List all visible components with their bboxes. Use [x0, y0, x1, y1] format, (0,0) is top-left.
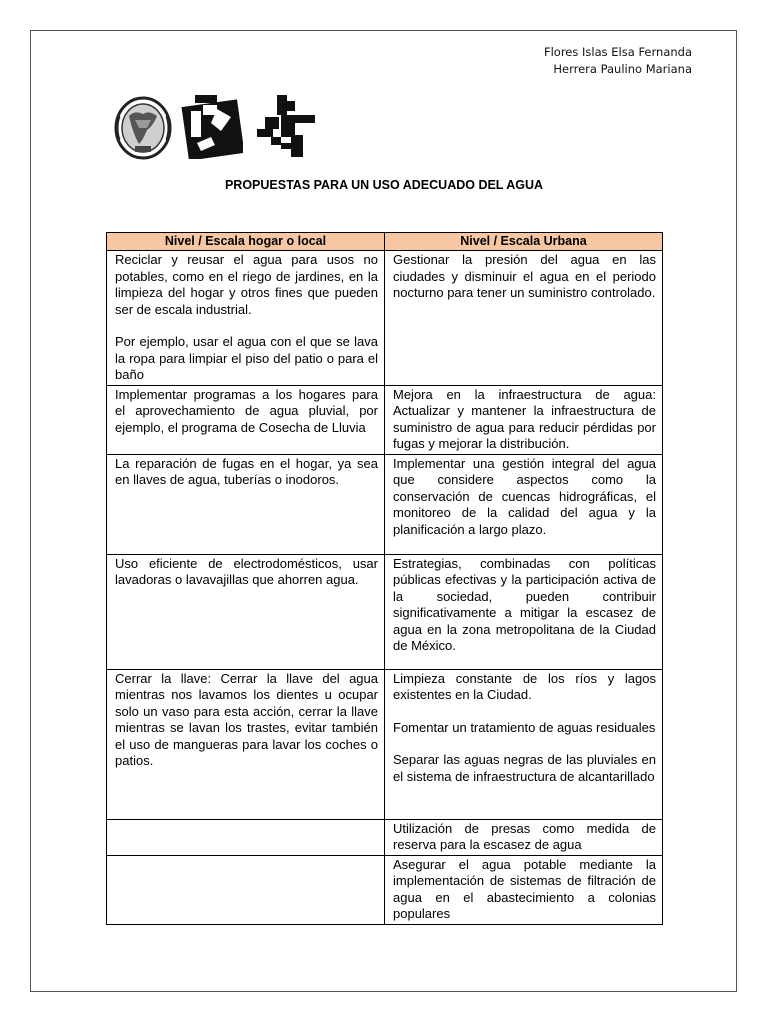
table-row [107, 454, 663, 554]
cell-local [107, 855, 385, 924]
cell-paragraph: Implementar una gestión integral del agua que considere aspectos como la conservación de cuencas hidrográficas, el monitoreo de la calidad del agua y la planificación a largo plazo. [393, 455, 656, 537]
proposals-table [106, 232, 663, 925]
cell-local [107, 554, 385, 669]
cell-urbana [385, 385, 663, 454]
cell-paragraph: Por ejemplo, usar el agua con el que se lava la ropa para limpiar el piso del patio o para el baño [115, 334, 378, 382]
cell-local [107, 385, 385, 454]
author-name: Herrera Paulino Mariana [553, 62, 692, 76]
architecture-symbol-logo [257, 95, 317, 161]
cell-urbana [385, 669, 663, 819]
author-name: Flores Islas Elsa Fernanda [543, 45, 692, 59]
table-row [107, 855, 663, 924]
cell-paragraph: Separar las aguas negras de las pluviales en el sistema de infraestructura de alcantarillado [393, 752, 656, 784]
table-row [107, 385, 663, 454]
cell-paragraph: La reparación de fugas en el hogar, ya sea en llaves de agua, tuberías o inodoros. [115, 455, 378, 487]
cell-paragraph: Asegurar el agua potable mediante la implementación de sistemas de filtración de agua en el abastecimiento a colonias populares [393, 856, 656, 921]
cell-local [107, 454, 385, 554]
cell-local [107, 251, 385, 386]
cell-paragraph: Uso eficiente de electrodomésticos, usar lavadoras o lavavajillas que ahorren agua. [115, 555, 378, 587]
cell-urbana [385, 251, 663, 386]
table-header-row [107, 233, 663, 251]
cell-paragraph: Gestionar la presión del agua en las ciudades y disminuir el agua en el periodo nocturno para tener un suministro controlado. [393, 252, 656, 300]
cell-paragraph: Cerrar la llave: Cerrar la llave del agua mientras nos lavamos los dientes u ocupar solo un vaso para esta acción, cerrar la llave mientras se lavan los trastes, evitar también el uso de mangueras para lavar los coches o patios. [115, 670, 378, 768]
table-row [107, 819, 663, 855]
column-header-local: Nivel / Escala hogar o local [107, 233, 385, 251]
cell-paragraph: Mejora en la infraestructura de agua: Actualizar y mantener la infraestructura de suministro de agua para reducir pérdidas por fugas y mejorar la distribución. [393, 386, 656, 451]
unam-seal-logo [113, 96, 173, 160]
cell-urbana [385, 454, 663, 554]
cell-paragraph: Utilización de presas como medida de reserva para la escasez de agua [393, 820, 656, 852]
facultad-arquitectura-logo [181, 93, 243, 159]
table-row [107, 669, 663, 819]
table-row [107, 251, 663, 386]
cell-paragraph: Estrategias, combinadas con políticas públicas efectivas y la participación activa de la sociedad, pueden contribuir significativamente a mitigar la escasez de agua en la zona metropolitana de la Ciudad de México. [393, 555, 656, 653]
cell-paragraph: Reciclar y reusar el agua para usos no potables, como en el riego de jardines, en la limpieza del hogar y otros fines que pueden ser de escala industrial. [115, 252, 378, 317]
cell-local [107, 669, 385, 819]
cell-paragraph: Fomentar un tratamiento de aguas residuales [393, 719, 656, 735]
cell-paragraph: Implementar programas a los hogares para el aprovechamiento de agua pluvial, por ejemplo, el programa de Cosecha de Lluvia [115, 386, 378, 435]
cell-urbana [385, 819, 663, 855]
cell-urbana [385, 554, 663, 669]
document-title: PROPUESTAS PARA UN USO ADECUADO DEL AGUA [224, 178, 544, 192]
table-row [107, 554, 663, 669]
cell-urbana [385, 855, 663, 924]
column-header-urbana: Nivel / Escala Urbana [385, 233, 663, 251]
cell-local [107, 819, 385, 855]
cell-paragraph: Limpieza constante de los ríos y lagos existentes en la Ciudad. [393, 670, 656, 702]
authors-block [544, 44, 692, 78]
